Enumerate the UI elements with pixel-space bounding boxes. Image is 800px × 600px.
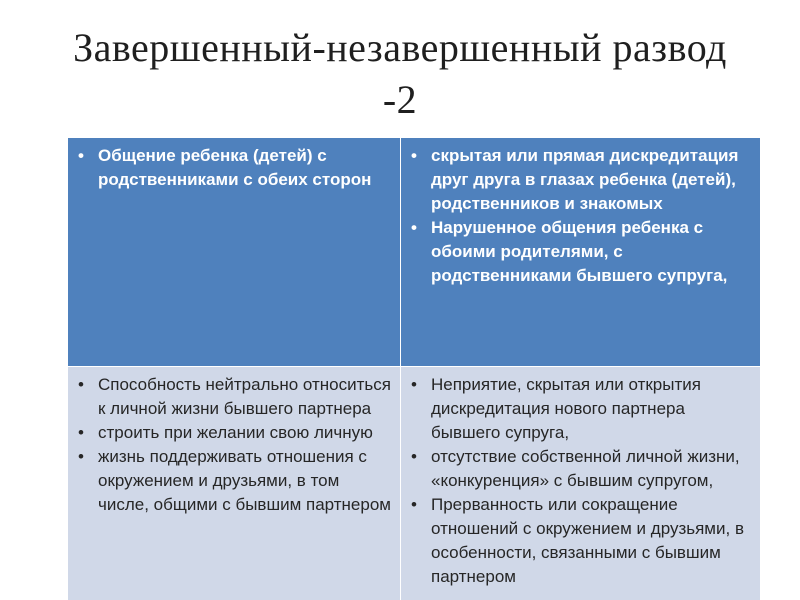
list-item: • строить при желании свою личную <box>74 421 392 445</box>
list-item: • Неприятие, скрытая или открытия дискредитация нового партнера бывшего супруга, <box>407 373 752 445</box>
list-item: • Общение ребенка (детей) с родственниками с обеих сторон <box>74 144 392 192</box>
header-cell-right <box>401 138 761 367</box>
slide-title-line-2: -2 <box>382 77 418 122</box>
slide-title <box>0 22 800 126</box>
body-cell-right <box>401 367 761 600</box>
body-cell-left <box>68 367 401 600</box>
comparison-table <box>67 137 761 600</box>
header-cell-left <box>68 138 401 367</box>
list-item: • жизнь поддерживать отношения с окружением и друзьями, в том числе, общими с бывшим партнером <box>74 445 392 517</box>
list-item: • отсутствие собственной личной жизни, «конкуренция» с бывшим супругом, <box>407 445 752 493</box>
bullet-list <box>407 373 752 589</box>
list-item: • Способность нейтрально относиться к личной жизни бывшего партнера <box>74 373 392 421</box>
bullet-list <box>74 373 392 517</box>
list-item: • Нарушенное общения ребенка с обоими родителями, с родственниками бывшего супруга, <box>407 216 752 288</box>
list-item: • Прерванность или сокращение отношений с окружением и друзьями, в особенности, связанными с бывшим партнером <box>407 493 752 589</box>
list-item: • скрытая или прямая дискредитация друг друга в глазах ребенка (детей), родственников и знакомых <box>407 144 752 216</box>
slide-title-line-1: Завершенный-незавершенный развод <box>73 25 727 70</box>
table-body-row <box>68 367 761 600</box>
bullet-list <box>74 144 392 192</box>
table-header-row <box>68 138 761 367</box>
bullet-list <box>407 144 752 288</box>
